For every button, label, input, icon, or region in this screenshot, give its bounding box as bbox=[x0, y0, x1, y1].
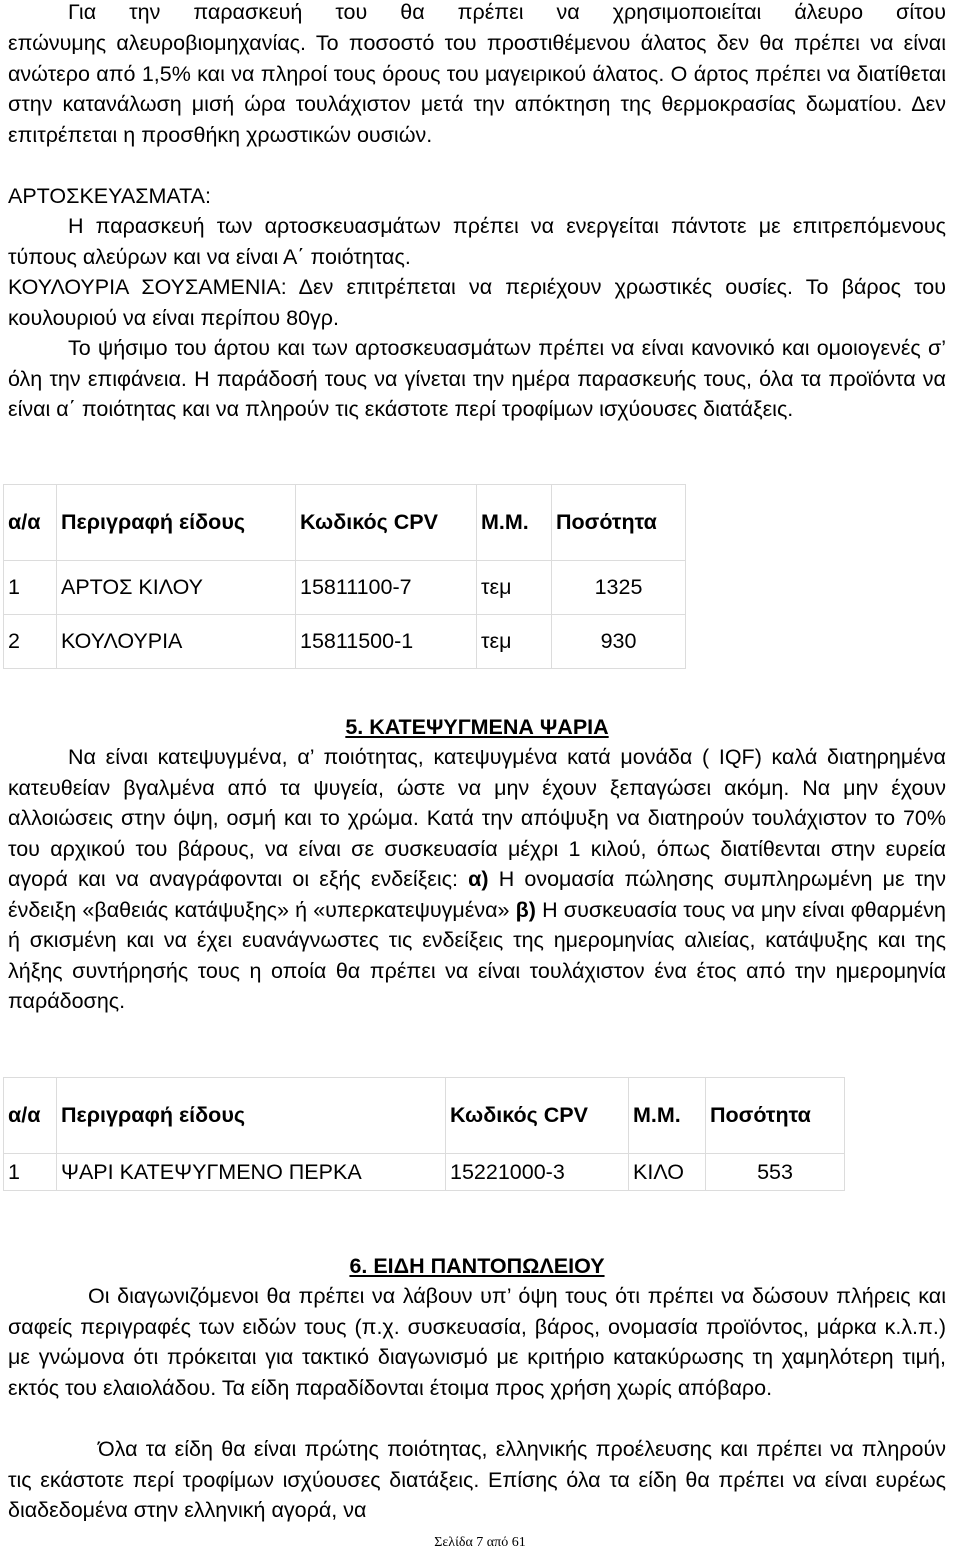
table-row bbox=[4, 561, 686, 615]
bread-table bbox=[3, 484, 686, 669]
col-header-quantity: Ποσότητα bbox=[706, 1078, 845, 1154]
section-6-para1: Οι διαγωνιζόμενοι θα πρέπει να λάβουν υπ’ όψη τους ότι πρέπει να δώσουν πλήρεις και σαφείς περιγραφές των ειδών τους (π.χ. συσκευασία, βάρος, ονομασία προϊόντος, μάρκα κ.λ.π.) με γνώμονα ότι πρόκειται για τακτικό διαγωνισμό με κριτήριο κατακύρωσης τη χαμηλότερη τιμή, εκτός του ελαιολάδου. Τα είδη παραδίδονται έτοιμα προς χρήση χωρίς απόβαρο. bbox=[8, 1284, 946, 1400]
table-row bbox=[4, 1154, 845, 1191]
para-bread-line1: Για την παρασκευή του θα πρέπει να χρησιμοποιείται άλευρο σίτου bbox=[68, 0, 946, 24]
col-header-description: Περιγραφή είδους bbox=[57, 485, 296, 561]
cell-aa: 1 bbox=[4, 1154, 57, 1191]
table-row bbox=[4, 615, 686, 669]
section-5-text-c: Η συσκευασία τους να μην είναι φθαρμένη ή σκισμένη και να έχει ευανάγνωστες τις ενδείξεις της ημερομηνίας αλιείας, κατάψυξης και της λήξης συντήρησής τους η οποία θα πρέπει να είναι τουλάχιστον ένα έτος από την ημερομηνία παράδοσης. bbox=[8, 897, 946, 1013]
col-header-aa: α/α bbox=[4, 1078, 57, 1154]
cell-cpv: 15811500-1 bbox=[296, 615, 477, 669]
table-header-row bbox=[4, 1078, 845, 1154]
para-koulouria: ΚΟΥΛΟΥΡΙΑ ΣΟΥΣΑΜΕΝΙΑ: Δεν επιτρέπεται να περιέχουν χρωστικές ουσίες. Το βάρος του κουλουριού να είναι περίπου 80γρ. bbox=[8, 275, 946, 330]
para-pastries: Η παρασκευή των αρτοσκευασμάτων πρέπει να ενεργείται πάντοτε με επιτρεπόμενους τύπους αλεύρων και να είναι Α΄ ποιότητας. bbox=[8, 214, 946, 269]
page-footer: Σελίδα 7 από 61 bbox=[434, 1535, 526, 1550]
cell-cpv: 15221000-3 bbox=[446, 1154, 629, 1191]
cell-unit: ΚΙΛΟ bbox=[629, 1154, 706, 1191]
section-5-heading: 5. ΚΑΤΕΨΥΓΜΕΝΑ ΨΑΡΙΑ bbox=[345, 715, 609, 739]
cell-cpv: 15811100-7 bbox=[296, 561, 477, 615]
cell-unit: τεμ bbox=[477, 615, 552, 669]
table-header-row bbox=[4, 485, 686, 561]
cell-quantity: 553 bbox=[706, 1154, 845, 1191]
cell-description: ΚΟΥΛΟΥΡΙΑ bbox=[57, 615, 296, 669]
section-6-heading: 6. ΕΙΔΗ ΠΑΝΤΟΠΩΛΕΙΟΥ bbox=[349, 1254, 605, 1278]
col-header-unit: Μ.Μ. bbox=[629, 1078, 706, 1154]
col-header-cpv: Κωδικός CPV bbox=[296, 485, 477, 561]
section-5-body bbox=[8, 742, 946, 1017]
para-bread: επώνυμης αλευροβιομηχανίας. Το ποσοστό του προστιθέμενου άλατος δεν θα πρέπει να είναι ανώτερο από 1,5% και να πληροί τους όρους του μαγειρικού άλατος. Ο άρτος πρέπει να διατίθεται στην κατανάλωση μισή ώρα τουλάχιστον μετά την απόκτηση της θερμοκρασίας δωματίου. Δεν επιτρέπεται η προσθήκη χρωστικών ουσιών. bbox=[8, 31, 946, 147]
mark-a: α) bbox=[468, 867, 489, 891]
para-pastries-title: ΑΡΤΟΣΚΕΥΑΣΜΑΤΑ: bbox=[8, 184, 212, 208]
cell-aa: 1 bbox=[4, 561, 57, 615]
col-header-cpv: Κωδικός CPV bbox=[446, 1078, 629, 1154]
section-5-text-b: Η ονομασία πώλησης συμπληρωμένη με την ένδειξη «βαθειάς κατάψυξης» ή «υπερκατεψυγμένα» bbox=[8, 867, 946, 922]
cell-unit: τεμ bbox=[477, 561, 552, 615]
cell-aa: 2 bbox=[4, 615, 57, 669]
section-6-para2: Όλα τα είδη θα είναι πρώτης ποιότητας, ελληνικής προέλευσης και πρέπει να πληρούν τις εκάστοτε περί τροφίμων ισχύουσες διατάξεις. Επίσης όλα τα είδη θα πρέπει να είναι ευρέως διαδεδομένα στην ελληνική αγορά, να bbox=[8, 1437, 946, 1522]
section-5-text-a: Να είναι κατεψυγμένα, α’ ποιότητας, κατεψυγμένα κατά μονάδα ( IQF) καλά διατηρημένα κατευθείαν βγαλμένα από τα ψυγεία, ώστε να μην έχουν ξεπαγώσει ακόμη. Να μην έχουν αλλοιώσεις στην όψη, οσμή και το χρώμα. Κατά την απόψυξη να διατηρούν τουλάχιστον το 70% του αρχικού του βάρους, να είναι σε συσκευασία μέχρι 1 κιλού, όπως διατίθενται στην ευρεία αγορά και να αναγράφονται οι εξής ενδείξεις: bbox=[8, 745, 946, 891]
cell-description: ΨΑΡΙ ΚΑΤΕΨΥΓΜΕΝΟ ΠΕΡΚΑ bbox=[57, 1154, 446, 1191]
para-baking: Το ψήσιμο του άρτου και των αρτοσκευασμάτων πρέπει να είναι κανονικό και ομοιογενές σ’ όλη την επιφάνεια. Η παράδοσή τους να γίνεται την ημέρα παρασκευής τους, όλα τα προϊόντα να είναι α΄ ποιότητας και να πληρούν τις εκάστοτε περί τροφίμων ισχύουσες διατάξεις. bbox=[8, 336, 946, 421]
mark-b: β) bbox=[515, 897, 536, 922]
fish-table bbox=[3, 1077, 845, 1191]
col-header-quantity: Ποσότητα bbox=[552, 485, 686, 561]
col-header-aa: α/α bbox=[4, 485, 57, 561]
cell-quantity: 1325 bbox=[552, 561, 686, 615]
cell-quantity: 930 bbox=[552, 615, 686, 669]
cell-description: ΑΡΤΟΣ ΚΙΛΟΥ bbox=[57, 561, 296, 615]
col-header-unit: Μ.Μ. bbox=[477, 485, 552, 561]
col-header-description: Περιγραφή είδους bbox=[57, 1078, 446, 1154]
